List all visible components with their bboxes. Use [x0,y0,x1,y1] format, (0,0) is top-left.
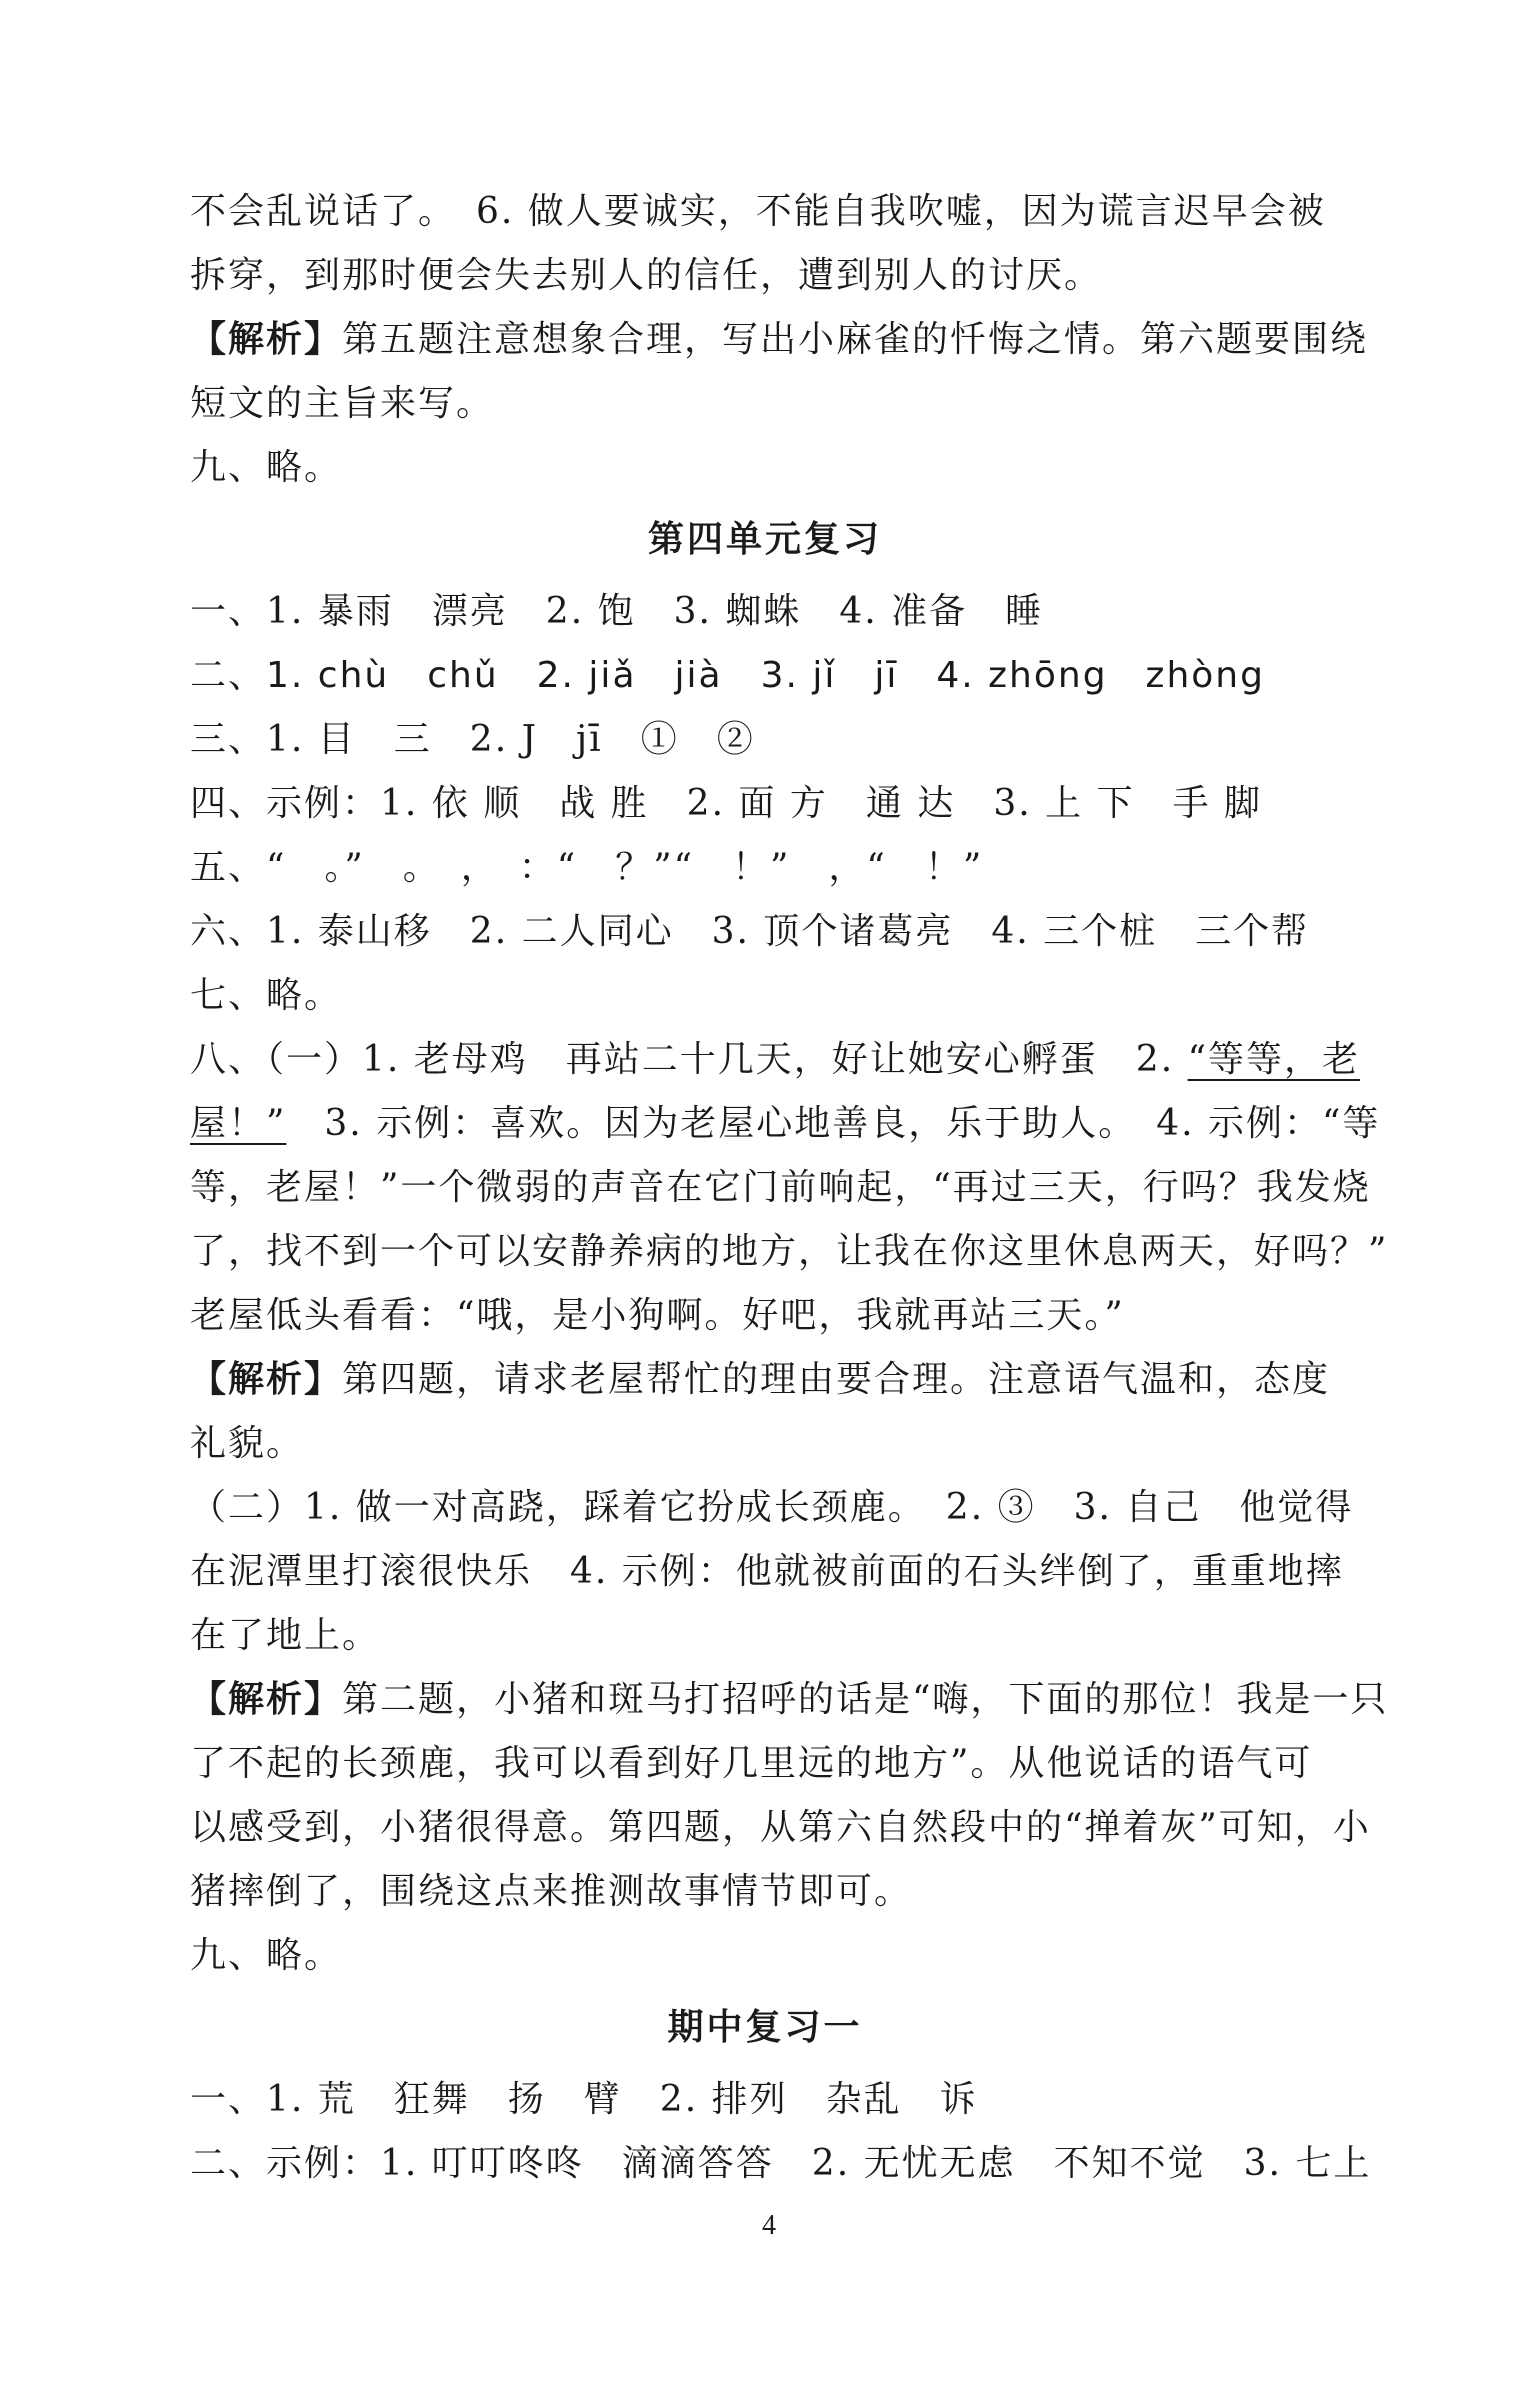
analysis-line [190,308,1369,372]
analysis-line [190,1668,1389,1732]
underlined-quote: “等等，老 [1187,1039,1360,1080]
text-line: 在了地上。 [190,1615,381,1656]
answer-q1: 一、1. 荒 狂舞 扬 臂 2. 排列 杂乱 诉 [190,2079,978,2120]
answer-q6: 六、1. 泰山移 2. 二人同心 3. 顶个诸葛亮 4. 三个桩 三个帮 [190,911,1310,952]
text-line: 了不起的长颈鹿，我可以看到好几里远的地方”。从他说话的语气可 [190,1743,1313,1784]
answer-q9: 九、略。 [190,1935,343,1976]
answer-page [190,180,1389,2196]
text-line: 礼貌。 [190,1423,305,1464]
text-line: 等，老屋！”一个微弱的声音在它门前响起，“再过三天，行吗？我发烧 [190,1167,1371,1208]
underlined-quote: 屋！” [190,1103,287,1144]
answer-q3: 三、1. 目 三 2. J jī ① ② [190,719,755,760]
answer-q1: 一、1. 暴雨 漂亮 2. 饱 3. 蜘蛛 4. 准备 睡 [190,591,1044,632]
page-number: 4 [762,2210,776,2241]
answer-q8a [190,1092,1381,1156]
text-line: 在泥潭里打滚很快乐 4. 示例：他就被前面的石头绊倒了，重重地摔 [190,1551,1344,1592]
answer-q8b: （二）1. 做一对高跷，踩着它扮成长颈鹿。 2. ③ 3. 自己 他觉得 [190,1487,1354,1528]
section-title-unit4: 第四单元复习 [647,519,882,560]
analysis-tag: 【解析】 [190,1359,343,1400]
answer-q5: 五、“ 。” 。 ， ：“ ？”“ ！” ，“ ！” [190,847,984,888]
text-span: 3. 示例：喜欢。因为老屋心地善良，乐于助人。 4. 示例：“等 [286,1103,1381,1144]
text-line: 老屋低头看看：“哦，是小狗啊。好吧，我就再站三天。” [190,1295,1125,1336]
answer-q2: 二、1. chù chǔ 2. jiǎ jià 3. jǐ jī 4. zhōng zhòng [190,655,1265,696]
text-line: 拆穿，到那时便会失去别人的信任，遭到别人的讨厌。 [190,255,1103,296]
analysis-line [190,1348,1340,1412]
text-line: 九、略。 [190,447,343,488]
text-span: 八、（一）1. 老母鸡 再站二十几天，好让她安心孵蛋 2. [190,1039,1188,1080]
section-title-midterm: 期中复习一 [667,2007,863,2048]
analysis-tag: 【解析】 [190,319,343,360]
text-line: 短文的主旨来写。 [190,383,495,424]
answer-q7: 七、略。 [190,975,343,1016]
text-line: 不会乱说话了。 6. 做人要诚实，不能自我吹嘘，因为谎言迟早会被 [190,191,1326,232]
analysis-text: 第四题，请求老屋帮忙的理由要合理。注意语气温和，态度 [342,1359,1331,1400]
analysis-text: 第五题注意想象合理，写出小麻雀的忏悔之情。第六题要围绕 [342,319,1369,360]
answer-q2: 二、示例：1. 叮叮咚咚 滴滴答答 2. 无忧无虑 不知不觉 3. 七上 [190,2143,1372,2184]
text-line: 猪摔倒了，围绕这点来推测故事情节即可。 [190,1871,913,1912]
answer-q4: 四、示例：1. 依 顺 战 胜 2. 面 方 通 达 3. 上 下 手 脚 [190,783,1263,824]
answer-q8a [190,1028,1360,1092]
analysis-tag: 【解析】 [190,1679,343,1720]
text-line: 了，找不到一个可以安静养病的地方，让我在你这里休息两天，好吗？” [190,1231,1389,1272]
text-line: 以感受到，小猪很得意。第四题，从第六自然段中的“掸着灰”可知，小 [190,1807,1371,1848]
analysis-text: 第二题，小猪和斑马打招呼的话是“嗨，下面的那位！我是一只 [342,1679,1389,1720]
